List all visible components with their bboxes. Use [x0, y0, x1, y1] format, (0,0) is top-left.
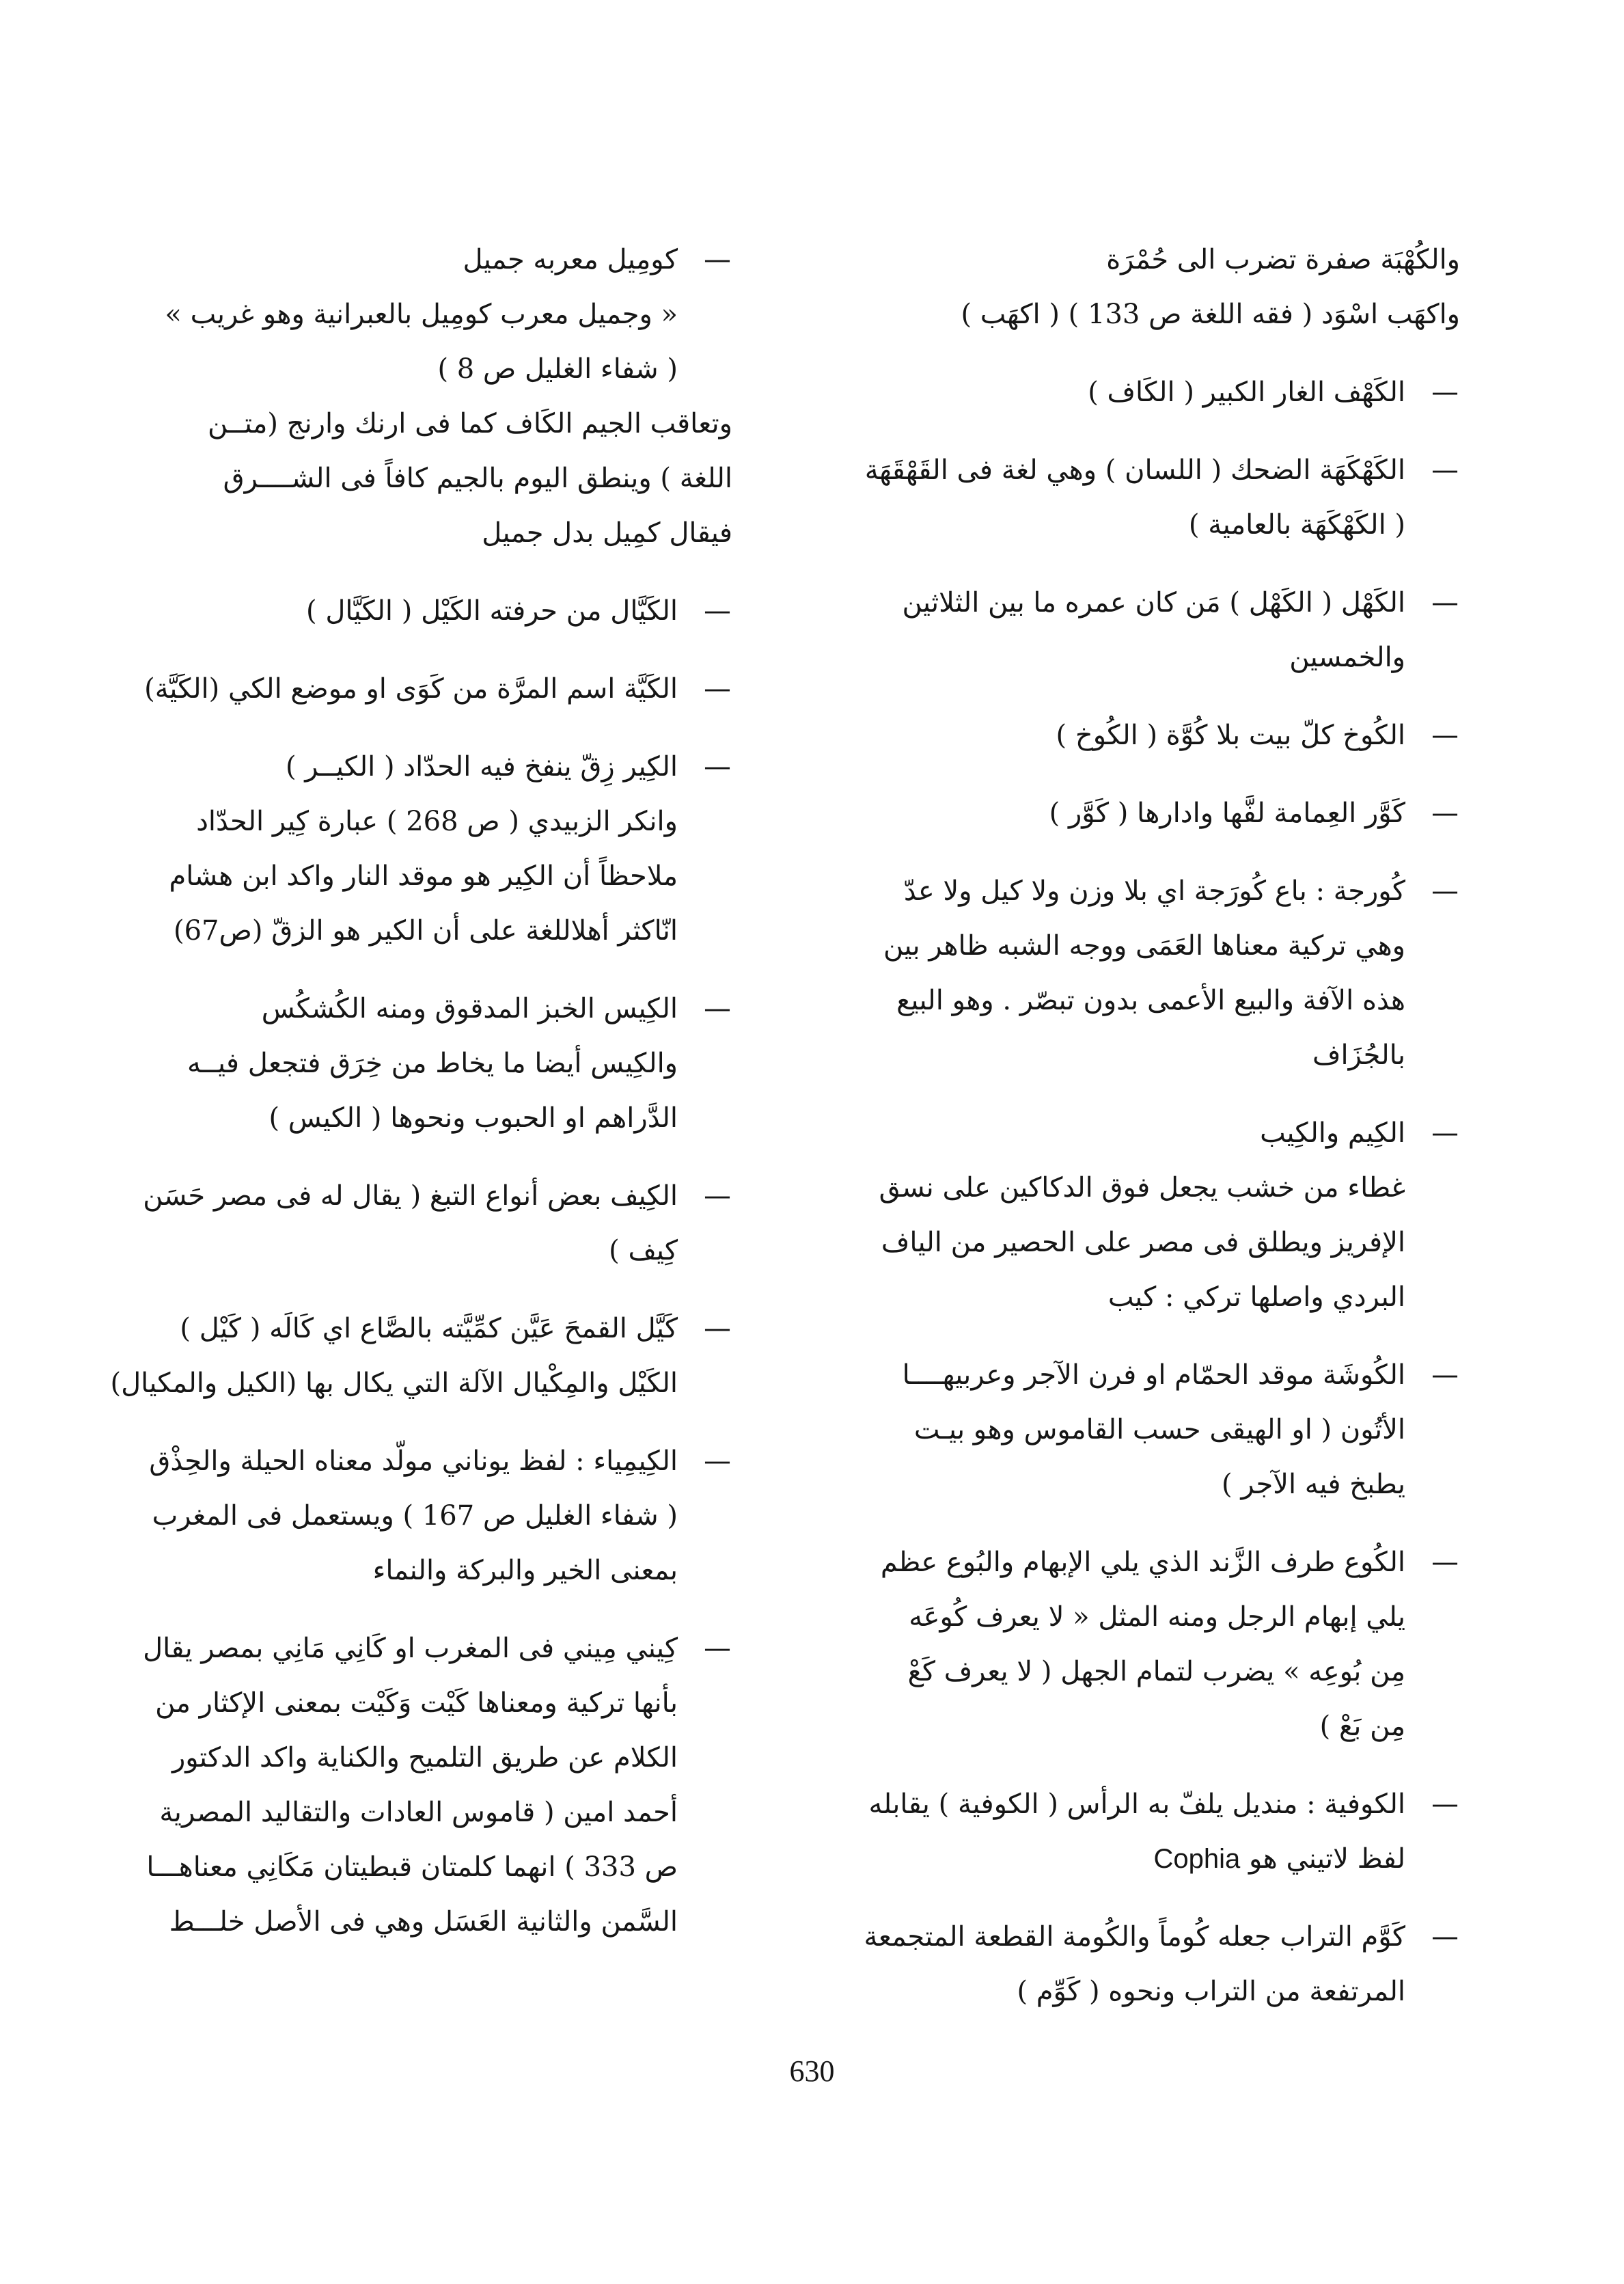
entry-line: الكَهْف الغار الكبير ( الكَاف ) [1088, 377, 1405, 408]
entry-line: كِيف ) [609, 1235, 678, 1266]
entry-line: ( شفاء الغليل ص 8 ) [437, 353, 678, 385]
dictionary-entry [872, 864, 1460, 1083]
entry-line: هذه الآفة والبيع الأعمى بدون تبصّر . وهو البيع [896, 985, 1405, 1016]
entry-line: كَيَّل القمحَ عَيَّن كمِّيَّته بالصَّاع اي كَالَه ( كَيْل ) [180, 1313, 678, 1344]
entry-line: كَوَّر العِمامة لفَّها وادارها ( كَوَّر ) [1049, 798, 1405, 829]
entry-line: ( الكَهْكَهَة بالعامية ) [1188, 509, 1405, 541]
entry-line: الكُوخ كلّ بيت بلا كُوَّة ( الكُوخ ) [1056, 720, 1405, 751]
dictionary-entry [145, 662, 732, 716]
entry-line: كَوَّم التراب جعله كُوماً والكُومة القطعة المتجمعة [864, 1921, 1405, 1953]
entry-line: لفظ لاتيني هو Cophia [1153, 1843, 1405, 1875]
dictionary-entry [872, 575, 1460, 685]
entry-line: الدَّراهم او الحبوب ونحوها ( الكيس ) [269, 1102, 678, 1134]
entry-line: الكَيَّة اسم المرَّة من كَوَى او موضع الكي (الكَيَّة) [144, 673, 678, 705]
entry-line: واكهَب اسْوَد ( فقه اللغة ص 133 ) ( اكهَب ) [961, 299, 1460, 330]
dictionary-entry [145, 232, 732, 396]
entry-dash-marker: — [1431, 875, 1459, 907]
entry-line: أحمد امين ( قاموس العادات والتقاليد المصرية [159, 1797, 678, 1828]
entry-line: وتعاقب الجيم الكَاف كما فى ارنك وارنج (متــن [208, 408, 732, 439]
entry-dash-marker: — [1431, 454, 1459, 486]
entry-dash-marker: — [704, 751, 731, 783]
entry-dash-marker: — [704, 1313, 731, 1344]
entry-dash-marker: — [704, 993, 731, 1024]
entry-line: والخمسين [1289, 642, 1405, 673]
entry-line: كومِيل معربه جميل [463, 244, 678, 275]
entry-line: ( شفاء الغليل ص 167 ) ويستعمل فى المغرب [152, 1500, 678, 1532]
dictionary-entry [872, 232, 1460, 342]
entry-line: المرتفعة من التراب ونحوه ( كَوِّم ) [1017, 1976, 1405, 2007]
entry-line: الكَيَّال من حرفته الكَيْل ( الكَيَّال ) [306, 595, 678, 627]
entry-line: والكِيس أيضا ما يخاط من خِرَق فتجعل فيــه [187, 1048, 678, 1079]
entry-dash-marker: — [1431, 1359, 1459, 1391]
entry-line: وهي تركية معناها العَمَى ووجه الشبه ظاهر بين [883, 930, 1405, 962]
entry-dash-marker: — [704, 1445, 731, 1477]
dictionary-entry [872, 1535, 1460, 1754]
entry-line: الكَهْكَهَة الضحك ( اللسان ) وهي لغة فى القَهْقَهَة [864, 454, 1405, 486]
dictionary-entry [145, 1169, 732, 1278]
left-column [110, 232, 732, 1972]
entry-dash-marker: — [704, 595, 731, 627]
entry-line: بمعنى الخير والبركة والنماء [372, 1555, 678, 1586]
entry-line: وانكر الزبيدي ( ص 268 ) عبارة كِير الحدّاد [196, 806, 678, 837]
entry-dash-marker: — [704, 1180, 731, 1212]
entry-line: فيقال كمِيل بدل جميل [482, 517, 732, 549]
dictionary-entry [872, 708, 1460, 763]
entry-line: اللغة ) وينطق اليوم بالجيم كافاً فى الشــــرق [223, 463, 732, 494]
entry-line: السَّمن والثانية العَسَل وهي فى الأصل خلـــط [169, 1906, 678, 1938]
entry-dash-marker: — [704, 673, 731, 705]
entry-line: الكِيس الخبز المدقوق ومنه الكُشكُس [261, 993, 678, 1024]
entry-line: ص 333 ) انهما كلمتان قبطيتان مَكَانِي معناهـــا [146, 1851, 678, 1883]
entry-line: يطبخ فيه الآجر ) [1222, 1469, 1405, 1500]
entry-dash-marker: — [1431, 1117, 1459, 1149]
entry-line: والكُهْبَة صفرة تضرب الى حُمْرَة [1106, 244, 1460, 275]
dictionary-entry [868, 1777, 1460, 1886]
entry-line: « وجميل معرب كومِيل بالعبرانية وهو غريب » [165, 299, 678, 330]
entry-dash-marker: — [1431, 1789, 1459, 1820]
entry-line: انّاكثر أهلاللغة على أن الكير هو الزقّ (ص67) [174, 915, 678, 947]
entry-line: الكلام عن طريق التلميح والكناية واكد الدكتور [171, 1742, 678, 1773]
entry-dash-marker: — [704, 244, 731, 275]
entry-line: الإفريز ويطلق فى مصر على الحصير من الياف [881, 1227, 1405, 1258]
entry-dash-marker: — [1431, 720, 1459, 751]
dictionary-entry [110, 1301, 732, 1411]
entry-line: كِيني مِيني فى المغرب او كَانِي مَانِي بمصر يقال [143, 1633, 678, 1664]
entry-line: بأنها تركية ومعناها كَيْت وَكَيْت بمعنى الإكثار من [155, 1687, 678, 1719]
dictionary-entry [872, 1348, 1460, 1512]
entry-line: الكِيم والكِيب [1260, 1117, 1405, 1149]
dictionary-entry [145, 1434, 732, 1598]
entry-line: مِن بَعْ ) [1319, 1711, 1405, 1742]
dictionary-entry [872, 1106, 1460, 1324]
dictionary-entry [872, 365, 1460, 420]
entry-line: الأتُون ( او الهيقى حسب القاموس وهو بيـت [913, 1414, 1405, 1445]
entry-dash-marker: — [1431, 1547, 1459, 1578]
entry-line: الكُوشَة موقد الحمّام او فرن الآجر وعربيهــــا [902, 1359, 1405, 1391]
entry-line: ملاحظاً أن الكِير هو موقد النار واكد ابن هشام [169, 860, 678, 892]
dictionary-entry [145, 739, 732, 958]
entry-line: الكِيمِياء : لفظ يوناني مولّد معناه الحيلة والحِذْق [149, 1445, 678, 1477]
entry-line: الكُوع طرف الزَّند الذي يلي الإبهام والبُوع عظم [880, 1547, 1405, 1578]
dictionary-entry [864, 443, 1460, 552]
dictionary-entry [872, 786, 1460, 841]
entry-dash-marker: — [704, 1633, 731, 1664]
entry-dash-marker: — [1431, 587, 1459, 618]
entry-dash-marker: — [1431, 1921, 1459, 1953]
entry-line: الكوفية : منديل يلفّ به الرأس ( الكوفية ) يقابله [868, 1789, 1405, 1820]
entry-line: البردي واصلها تركي : كيب [1107, 1281, 1405, 1313]
right-column [864, 232, 1460, 2042]
entry-line: الكَيْل والمِكْيال الآلة التي يكال بها (الكيل والمكيال) [110, 1368, 678, 1399]
entry-line: الكَهْل ( الكَهْل ) مَن كان عمره ما بين الثلاثين [902, 587, 1405, 618]
entry-dash-marker: — [1431, 377, 1459, 408]
entry-line: بالجُزَاف [1312, 1039, 1405, 1071]
dictionary-entry [864, 1909, 1460, 2019]
dictionary-entry [145, 981, 732, 1145]
dictionary-entry [145, 1621, 732, 1949]
entry-line: الكِير زِقّ ينفخ فيه الحدّاد ( الكيــر ) [285, 751, 678, 783]
entry-line: الكِيف بعض أنواع التبغ ( يقال له فى مصر حَسَن [143, 1180, 678, 1212]
entry-line: غطاء من خشب يجعل فوق الدكاكين على نسق [879, 1172, 1405, 1204]
entry-line: يلي إبهام الرجل ومنه المثل « لا يعرف كُوعَه [909, 1601, 1405, 1633]
entry-dash-marker: — [1431, 798, 1459, 829]
page-number: 630 [789, 2054, 835, 2088]
entry-line: مِن بُوعِه » يضرب لتمام الجهل ( لا يعرف كَعْ [907, 1656, 1405, 1687]
entry-line: كُورجة : باع كُورَجة اي بلا وزن ولا كيل ولا عدّ [903, 875, 1405, 907]
dictionary-entry [145, 396, 732, 560]
dictionary-entry [145, 584, 732, 638]
